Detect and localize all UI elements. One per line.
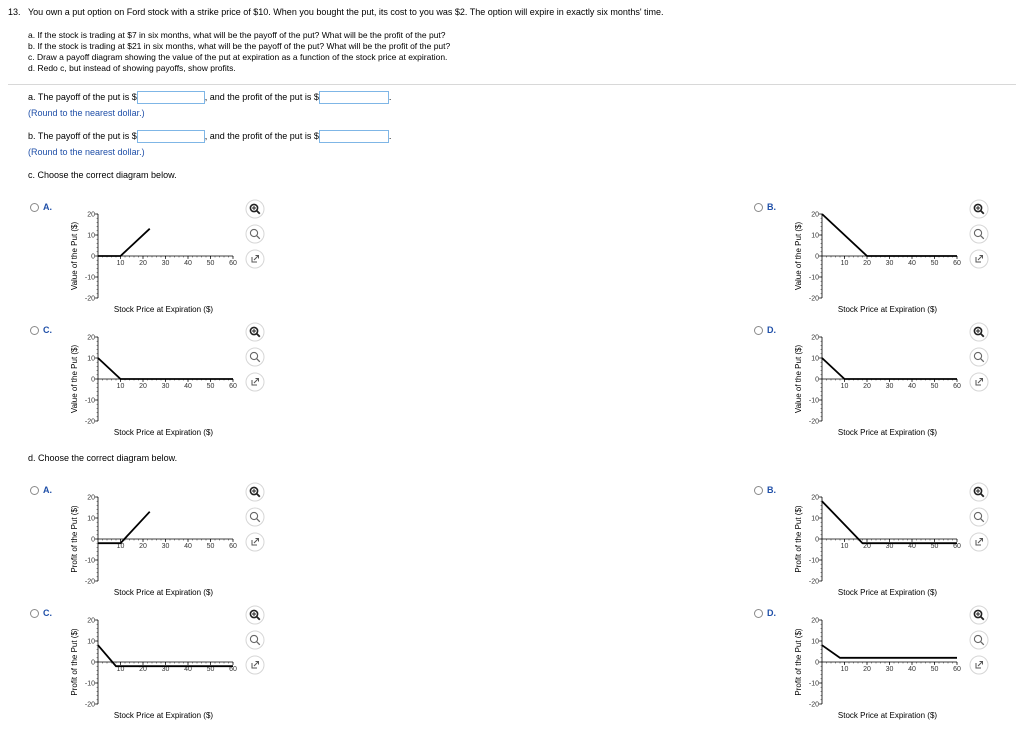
y-tick-label: 0	[91, 376, 95, 384]
y-tick-label: 20	[87, 494, 95, 502]
x-tick-label: 20	[863, 260, 871, 267]
divider	[8, 84, 1016, 85]
y-tick-label: -10	[84, 397, 95, 405]
answer-a-row	[28, 91, 391, 104]
answer-a-payoff-label: a. The payoff of the put is $	[28, 91, 137, 102]
y-tick-label: -20	[808, 701, 819, 709]
answer-b-profit-label: , and the profit of the put is $	[204, 130, 319, 141]
chart-c-C	[28, 323, 278, 441]
x-tick-label: 20	[863, 383, 871, 390]
y-tick-label: -20	[84, 418, 95, 426]
y-tick-label: 10	[87, 638, 95, 646]
y-tick-label: -20	[808, 578, 819, 586]
x-tick-label: 60	[229, 543, 237, 550]
y-tick-label: 0	[91, 536, 95, 544]
series-line-value	[98, 229, 150, 256]
popout-icon[interactable]	[970, 533, 988, 551]
diagram-option-d-C	[28, 606, 278, 724]
x-tick-label: 30	[885, 543, 894, 550]
answer-a-end: .	[388, 91, 392, 102]
answer-b-payoff-input[interactable]	[137, 130, 205, 143]
zoom-in-icon[interactable]	[970, 483, 988, 501]
popout-icon[interactable]	[970, 656, 988, 674]
y-tick-label: 10	[87, 355, 95, 363]
zoom-out-icon[interactable]	[970, 631, 988, 649]
zoom-out-icon[interactable]	[246, 508, 264, 526]
answer-b-payoff-label: b. The payoff of the put is $	[28, 130, 137, 141]
answer-b-end: .	[388, 130, 392, 141]
y-axis-label: Value of the Put ($)	[70, 344, 79, 414]
y-tick-label: 10	[811, 355, 819, 363]
x-tick-label: 30	[885, 666, 894, 673]
zoom-in-icon[interactable]	[246, 483, 264, 501]
x-tick-label: 10	[116, 383, 125, 390]
popout-icon[interactable]	[970, 250, 988, 268]
y-tick-label: -20	[84, 578, 95, 586]
option-letter-c-A: A.	[43, 202, 52, 212]
diagram-option-d-A	[28, 483, 278, 601]
y-tick-label: 10	[87, 232, 95, 240]
y-axis-label: Profit of the Put ($)	[794, 628, 803, 696]
diagram-option-c-A	[28, 200, 278, 318]
zoom-in-icon[interactable]	[970, 200, 988, 218]
y-tick-label: 20	[811, 334, 819, 342]
answer-a-profit-input[interactable]	[319, 91, 389, 104]
zoom-out-icon[interactable]	[970, 225, 988, 243]
answer-b-hint: (Round to the nearest dollar.)	[28, 147, 145, 157]
x-tick-label: 20	[863, 666, 871, 673]
x-axis-label: Stock Price at Expiration ($)	[113, 711, 214, 720]
y-tick-label: -10	[84, 557, 95, 565]
y-tick-label: 10	[811, 638, 819, 646]
y-tick-label: 20	[811, 617, 819, 625]
x-tick-label: 60	[953, 543, 961, 550]
chart-d-B	[752, 483, 1002, 601]
series-line-value	[822, 358, 957, 379]
y-tick-label: 20	[87, 211, 95, 219]
y-tick-label: -10	[808, 680, 819, 688]
x-axis-label: Stock Price at Expiration ($)	[113, 588, 214, 597]
y-axis-label: Profit of the Put ($)	[70, 628, 79, 696]
series-line-profit	[822, 501, 957, 543]
y-tick-label: -10	[84, 680, 95, 688]
question-parts	[28, 30, 450, 74]
x-tick-label: 30	[885, 260, 894, 267]
x-tick-label: 10	[840, 543, 849, 550]
option-letter-d-A: A.	[43, 485, 52, 495]
x-tick-label: 10	[840, 260, 849, 267]
y-axis-label: Value of the Put ($)	[794, 344, 803, 414]
zoom-out-icon[interactable]	[246, 348, 264, 366]
y-axis-label: Value of the Put ($)	[794, 221, 803, 291]
x-tick-label: 10	[840, 666, 849, 673]
y-tick-label: -10	[84, 274, 95, 282]
y-tick-label: 20	[87, 617, 95, 625]
x-tick-label: 30	[161, 543, 170, 550]
x-axis-label: Stock Price at Expiration ($)	[113, 428, 214, 437]
series-line-value	[822, 214, 957, 256]
option-letter-c-D: D.	[767, 325, 776, 335]
x-axis-label: Stock Price at Expiration ($)	[837, 305, 938, 314]
x-tick-label: 50	[206, 543, 215, 550]
x-tick-label: 40	[908, 383, 916, 390]
x-tick-label: 30	[885, 383, 894, 390]
y-tick-label: -10	[808, 274, 819, 282]
y-tick-label: -10	[808, 397, 819, 405]
option-letter-c-B: B.	[767, 202, 776, 212]
x-tick-label: 30	[161, 260, 170, 267]
y-tick-label: 20	[87, 334, 95, 342]
x-tick-label: 40	[184, 543, 192, 550]
x-axis-label: Stock Price at Expiration ($)	[113, 305, 214, 314]
chart-d-C	[28, 606, 278, 724]
x-tick-label: 10	[840, 383, 849, 390]
x-tick-label: 20	[139, 543, 147, 550]
x-tick-label: 40	[184, 383, 192, 390]
y-tick-label: 0	[815, 376, 819, 384]
option-letter-d-D: D.	[767, 608, 776, 618]
popout-icon[interactable]	[246, 533, 264, 551]
y-tick-label: 0	[815, 253, 819, 261]
x-axis-label: Stock Price at Expiration ($)	[837, 711, 938, 720]
answer-b-profit-input[interactable]	[319, 130, 389, 143]
section-d-heading: d. Choose the correct diagram below.	[28, 453, 178, 463]
option-letter-c-C: C.	[43, 325, 52, 335]
chart-d-D	[752, 606, 1002, 724]
series-line-value	[98, 358, 233, 379]
zoom-out-icon[interactable]	[246, 631, 264, 649]
zoom-in-icon[interactable]	[246, 200, 264, 218]
y-tick-label: 20	[811, 211, 819, 219]
x-tick-label: 10	[116, 260, 125, 267]
y-tick-label: -10	[808, 557, 819, 565]
x-tick-label: 50	[930, 543, 939, 550]
x-tick-label: 40	[908, 543, 916, 550]
x-tick-label: 50	[206, 383, 215, 390]
y-tick-label: 0	[91, 253, 95, 261]
x-axis-label: Stock Price at Expiration ($)	[837, 588, 938, 597]
y-axis-label: Profit of the Put ($)	[794, 505, 803, 573]
x-tick-label: 20	[139, 383, 147, 390]
answer-a-hint: (Round to the nearest dollar.)	[28, 108, 145, 118]
x-tick-label: 10	[116, 543, 125, 550]
x-tick-label: 20	[139, 666, 147, 673]
y-tick-label: -20	[84, 701, 95, 709]
zoom-in-icon[interactable]	[246, 323, 264, 341]
zoom-in-icon[interactable]	[246, 606, 264, 624]
x-tick-label: 50	[206, 260, 215, 267]
x-tick-label: 60	[953, 666, 961, 673]
x-tick-label: 60	[953, 260, 961, 267]
diagram-option-c-D	[752, 323, 1002, 441]
chart-d-A	[28, 483, 278, 601]
y-tick-label: -20	[84, 295, 95, 303]
part-d-text: d. Redo c, but instead of showing payoffs, show profits.	[28, 63, 236, 73]
popout-icon[interactable]	[246, 373, 264, 391]
chart-c-A	[28, 200, 278, 318]
y-tick-label: -20	[808, 295, 819, 303]
x-tick-label: 20	[863, 543, 871, 550]
x-tick-label: 60	[229, 383, 237, 390]
x-tick-label: 60	[229, 666, 237, 673]
part-a-text: a. If the stock is trading at $7 in six months, what will be the payoff of the put? What will be the profit of the put?	[28, 30, 446, 40]
zoom-out-icon[interactable]	[970, 348, 988, 366]
x-tick-label: 60	[229, 260, 237, 267]
y-tick-label: 10	[87, 515, 95, 523]
popout-icon[interactable]	[246, 656, 264, 674]
section-c-heading: c. Choose the correct diagram below.	[28, 170, 177, 180]
x-axis-label: Stock Price at Expiration ($)	[837, 428, 938, 437]
y-axis-label: Profit of the Put ($)	[70, 505, 79, 573]
diagram-option-d-D	[752, 606, 1002, 724]
zoom-out-icon[interactable]	[246, 225, 264, 243]
y-tick-label: 10	[811, 232, 819, 240]
x-tick-label: 40	[184, 666, 192, 673]
answer-a-profit-label: , and the profit of the put is $	[204, 91, 319, 102]
part-b-text: b. If the stock is trading at $21 in six months, what will be the payoff of the put? What will be the profit of the put?	[28, 41, 451, 51]
x-tick-label: 40	[184, 260, 192, 267]
x-tick-label: 50	[930, 260, 939, 267]
chart-c-D	[752, 323, 1002, 441]
x-tick-label: 30	[161, 666, 170, 673]
part-c-text: c. Draw a payoff diagram showing the value of the put at expiration as a function of the stock price at expiration.	[28, 52, 448, 62]
x-tick-label: 50	[930, 666, 939, 673]
series-line-profit	[98, 512, 150, 544]
popout-icon[interactable]	[970, 373, 988, 391]
zoom-in-icon[interactable]	[970, 323, 988, 341]
option-letter-d-C: C.	[43, 608, 52, 618]
diagram-option-d-B	[752, 483, 1002, 601]
y-axis-label: Value of the Put ($)	[70, 221, 79, 291]
option-letter-d-B: B.	[767, 485, 776, 495]
x-tick-label: 60	[953, 383, 961, 390]
x-tick-label: 50	[930, 383, 939, 390]
x-tick-label: 50	[206, 666, 215, 673]
y-tick-label: 0	[91, 659, 95, 667]
y-tick-label: -20	[808, 418, 819, 426]
x-tick-label: 30	[161, 383, 170, 390]
question-text: You own a put option on Ford stock with a strike price of $10. When you bought the put, its cost to you was $2. The option will expire in exactly six months' time.	[28, 7, 664, 17]
y-tick-label: 0	[815, 659, 819, 667]
answer-b-row	[28, 130, 391, 143]
y-tick-label: 20	[811, 494, 819, 502]
x-tick-label: 20	[139, 260, 147, 267]
question-number: 13.	[8, 7, 21, 17]
popout-icon[interactable]	[246, 250, 264, 268]
x-tick-label: 40	[908, 260, 916, 267]
x-tick-label: 40	[908, 666, 916, 673]
zoom-in-icon[interactable]	[970, 606, 988, 624]
y-tick-label: 0	[815, 536, 819, 544]
zoom-out-icon[interactable]	[970, 508, 988, 526]
y-tick-label: 10	[811, 515, 819, 523]
series-line-profit	[822, 645, 957, 658]
diagram-option-c-C	[28, 323, 278, 441]
chart-c-B	[752, 200, 1002, 318]
answer-a-payoff-input[interactable]	[137, 91, 205, 104]
diagram-option-c-B	[752, 200, 1002, 318]
x-tick-label: 10	[116, 666, 125, 673]
